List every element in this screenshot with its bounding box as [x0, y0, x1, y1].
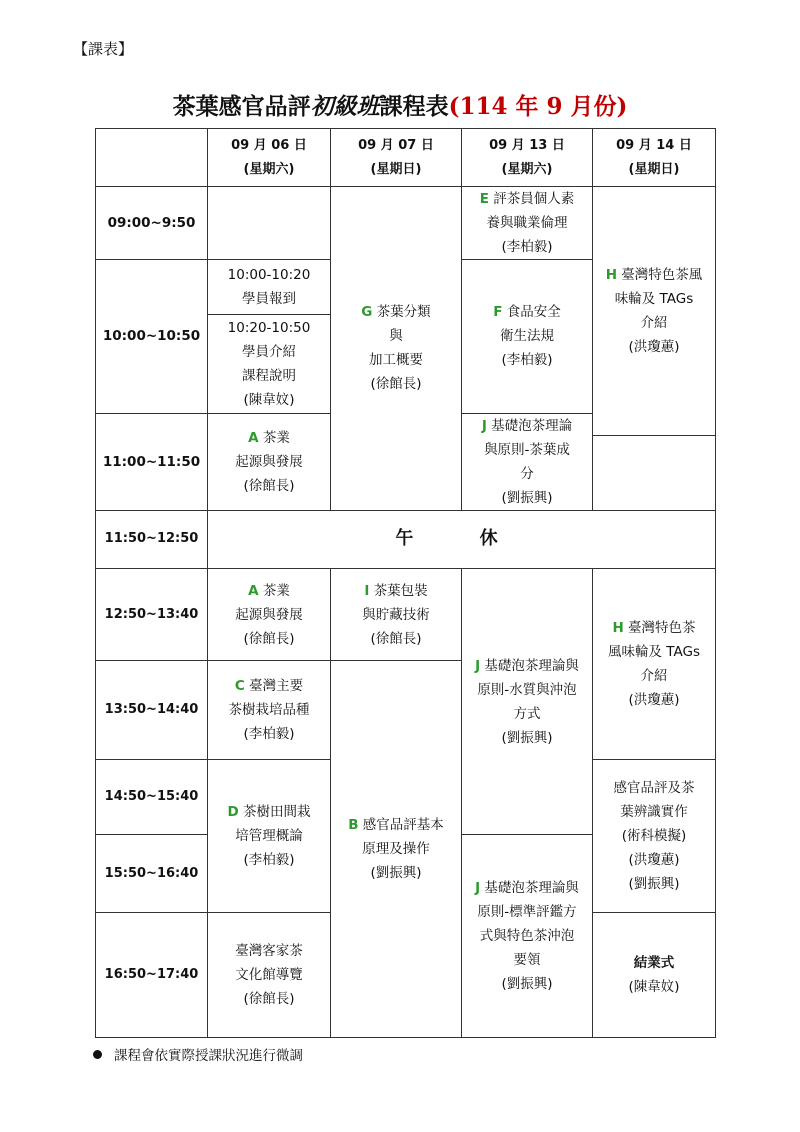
- course-g-cell: G 茶葉分類 與 加工概要 (徐館長): [331, 187, 462, 511]
- course-b-cell: B 感官品評基本 原理及操作 (劉振興): [331, 661, 462, 1038]
- title-part3: 課程表: [379, 93, 449, 120]
- time-slot-2: 10:00~10:50: [96, 260, 208, 413]
- time-slot-7: 14:50~15:40: [96, 760, 208, 835]
- header-day-2: 09 月 07 日 (星期日): [331, 129, 462, 187]
- header-row: [96, 129, 716, 187]
- course-j3-cell: J 基礎泡茶理論與 原則-標準評鑑方 式與特色茶沖泡 要領 (劉振興): [462, 835, 593, 1038]
- course-j2-cell: J 基礎泡茶理論與 原則-水質與沖泡 方式 (劉振興): [462, 568, 593, 835]
- title-part4: (114 年 9 月份): [448, 93, 628, 120]
- header-day-3: 09 月 13 日 (星期六): [462, 129, 593, 187]
- bullet-icon: [93, 1050, 102, 1059]
- graduation-cell: 結業式 (陳韋妏): [593, 912, 716, 1037]
- corner-cell: [96, 129, 208, 187]
- page-title: [0, 88, 800, 121]
- time-slot-6: 13:50~14:40: [96, 661, 208, 760]
- course-h-afternoon-cell: H 臺灣特色茶 風味輪及 TAGs 介紹 (洪瓊蕙): [593, 568, 716, 759]
- sensory-practice-cell: 感官品評及茶 葉辨識實作 (術科模擬) (洪瓊蕙) (劉振興): [593, 760, 716, 912]
- course-i-cell: I 茶葉包裝 與貯藏技術 (徐館長): [331, 568, 462, 660]
- header-day-4: 09 月 14 日 (星期日): [593, 129, 716, 187]
- course-d-cell: D 茶樹田間栽 培管理概論 (李柏毅): [208, 760, 331, 912]
- hakka-tour-cell: 臺灣客家茶 文化館導覽 (徐館長): [208, 912, 331, 1037]
- time-slot-9: 16:50~17:40: [96, 912, 208, 1037]
- schedule-table: [95, 128, 716, 1038]
- d4-empty-cell: [593, 436, 716, 511]
- time-slot-4: 11:50~12:50: [96, 510, 208, 568]
- footnote: [93, 1044, 303, 1064]
- course-c-cell: C 臺灣主要 茶樹栽培品種 (李柏毅): [208, 661, 331, 760]
- time-slot-5: 12:50~13:40: [96, 568, 208, 660]
- header-tag: 【課表】: [73, 40, 134, 58]
- course-e-cell: E 評茶員個人素 養與職業倫理 (李柏毅): [462, 187, 593, 260]
- course-a-morning-cell: A 茶業 起源與發展 (徐館長): [208, 413, 331, 510]
- course-h-morning-cell: H 臺灣特色茶風 味輪及 TAGs 介紹 (洪瓊蕙): [593, 187, 716, 436]
- introduction-cell: 10:20-10:50 學員介紹 課程說明 (陳韋妏): [208, 315, 331, 413]
- d1-empty-cell: [208, 187, 331, 260]
- header-day-1: 09 月 06 日 (星期六): [208, 129, 331, 187]
- footnote-text: 課程會依實際授課狀況進行微調: [114, 1048, 303, 1064]
- title-part1: 茶葉感官品評: [172, 93, 311, 120]
- course-j1-cell: J 基礎泡茶理論 與原則-茶葉成 分 (劉振興): [462, 413, 593, 510]
- registration-cell: 10:00-10:20 學員報到: [208, 260, 331, 315]
- time-slot-3: 11:00~11:50: [96, 413, 208, 510]
- title-part2: 初級班: [310, 93, 380, 120]
- time-slot-1: 09:00~9:50: [96, 187, 208, 260]
- course-f-cell: F 食品安全 衛生法規 (李柏毅): [462, 260, 593, 413]
- time-slot-8: 15:50~16:40: [96, 835, 208, 912]
- lunch-break-cell: 午 休: [208, 510, 716, 568]
- course-a-afternoon-cell: A 茶業 起源與發展 (徐館長): [208, 568, 331, 660]
